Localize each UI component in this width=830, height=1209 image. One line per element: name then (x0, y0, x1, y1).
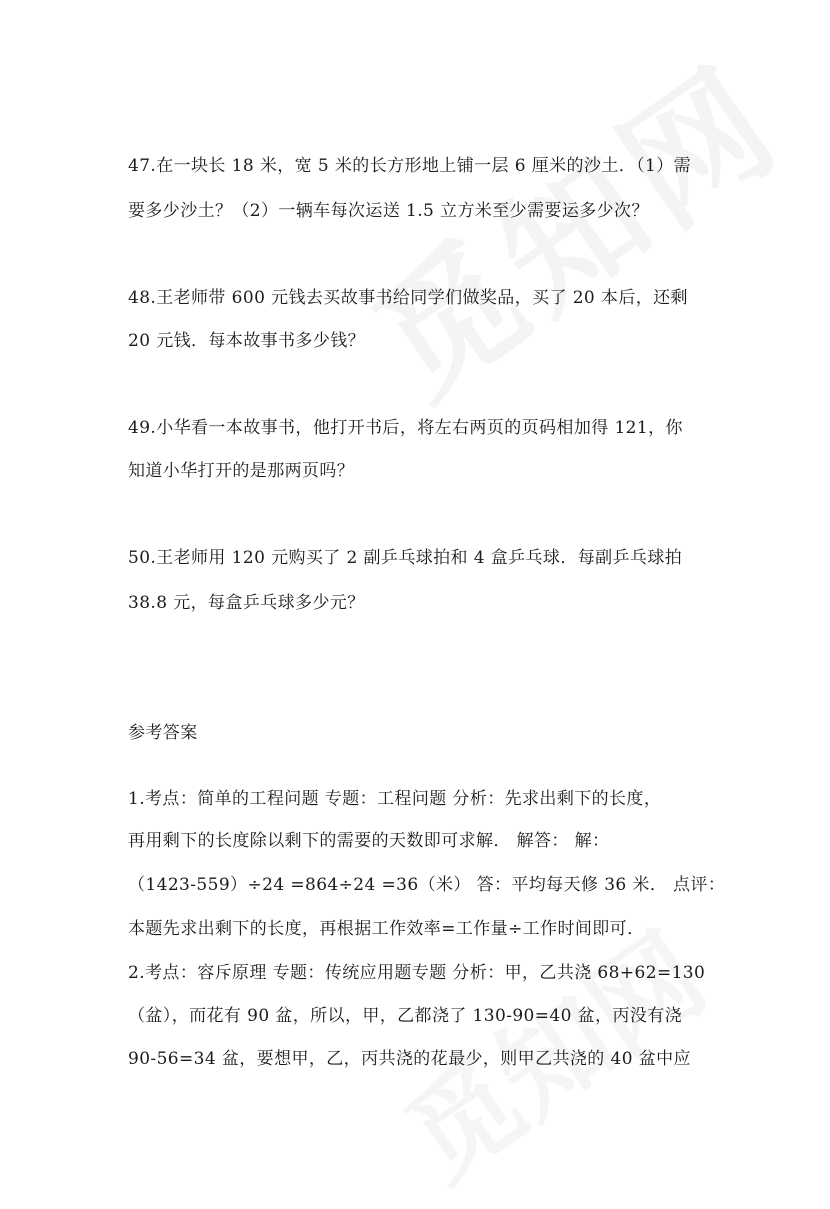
answer-line-5: 2.考点：容斥原理 专题：传统应用题专题 分析：甲，乙共浇 68+62=130 (128, 963, 706, 983)
answer-line-1: 1.考点：简单的工程问题 专题：工程问题 分析：先求出剩下的长度， (128, 789, 662, 809)
watermark (330, 12, 814, 435)
question-48-line-1: 48.王老师带 600 元钱去买故事书给同学们做奖品，买了 20 本后，还剩 (128, 288, 688, 308)
question-50-line-1: 50.王老师用 120 元购买了 2 副乒乓球拍和 4 盒乒乓球．每副乒乓球拍 (128, 548, 683, 568)
answers-heading: 参考答案 (128, 723, 198, 743)
question-47-line-2: 要多少沙土？（2）一辆车每次运送 1.5 立方米至少需要运多少次？ (128, 201, 649, 221)
answer-line-6: （盆），而花有 90 盆，所以，甲，乙都浇了 130-90=40 盆，丙没有浇 (128, 1006, 683, 1026)
question-48-line-2: 20 元钱．每本故事书多少钱？ (128, 331, 366, 351)
answer-line-2: 再用剩下的长度除以剩下的需要的天数即可求解． 解答： 解： (128, 831, 610, 851)
question-47-line-1: 47.在一块长 18 米，宽 5 米的长方形地上铺一层 6 厘米的沙土．（1）需 (128, 156, 692, 176)
answer-line-7: 90-56=34 盆，要想甲，乙，丙共浇的花最少，则甲乙共浇的 40 盆中应 (128, 1049, 691, 1069)
answer-line-3: （1423-559）÷24 =864÷24 =36（米） 答：平均每天修 36 米． 点评： (128, 875, 726, 895)
question-50-line-2: 38.8 元，每盒乒乓球多少元？ (128, 593, 365, 613)
question-49-line-1: 49.小华看一本故事书，他打开书后，将左右两页的页码相加得 121，你 (128, 418, 683, 438)
question-49-line-2: 知道小华打开的是那两页吗？ (128, 461, 355, 481)
answer-line-4: 本题先求出剩下的长度，再根据工作效率=工作量÷工作时间即可． (128, 919, 645, 939)
